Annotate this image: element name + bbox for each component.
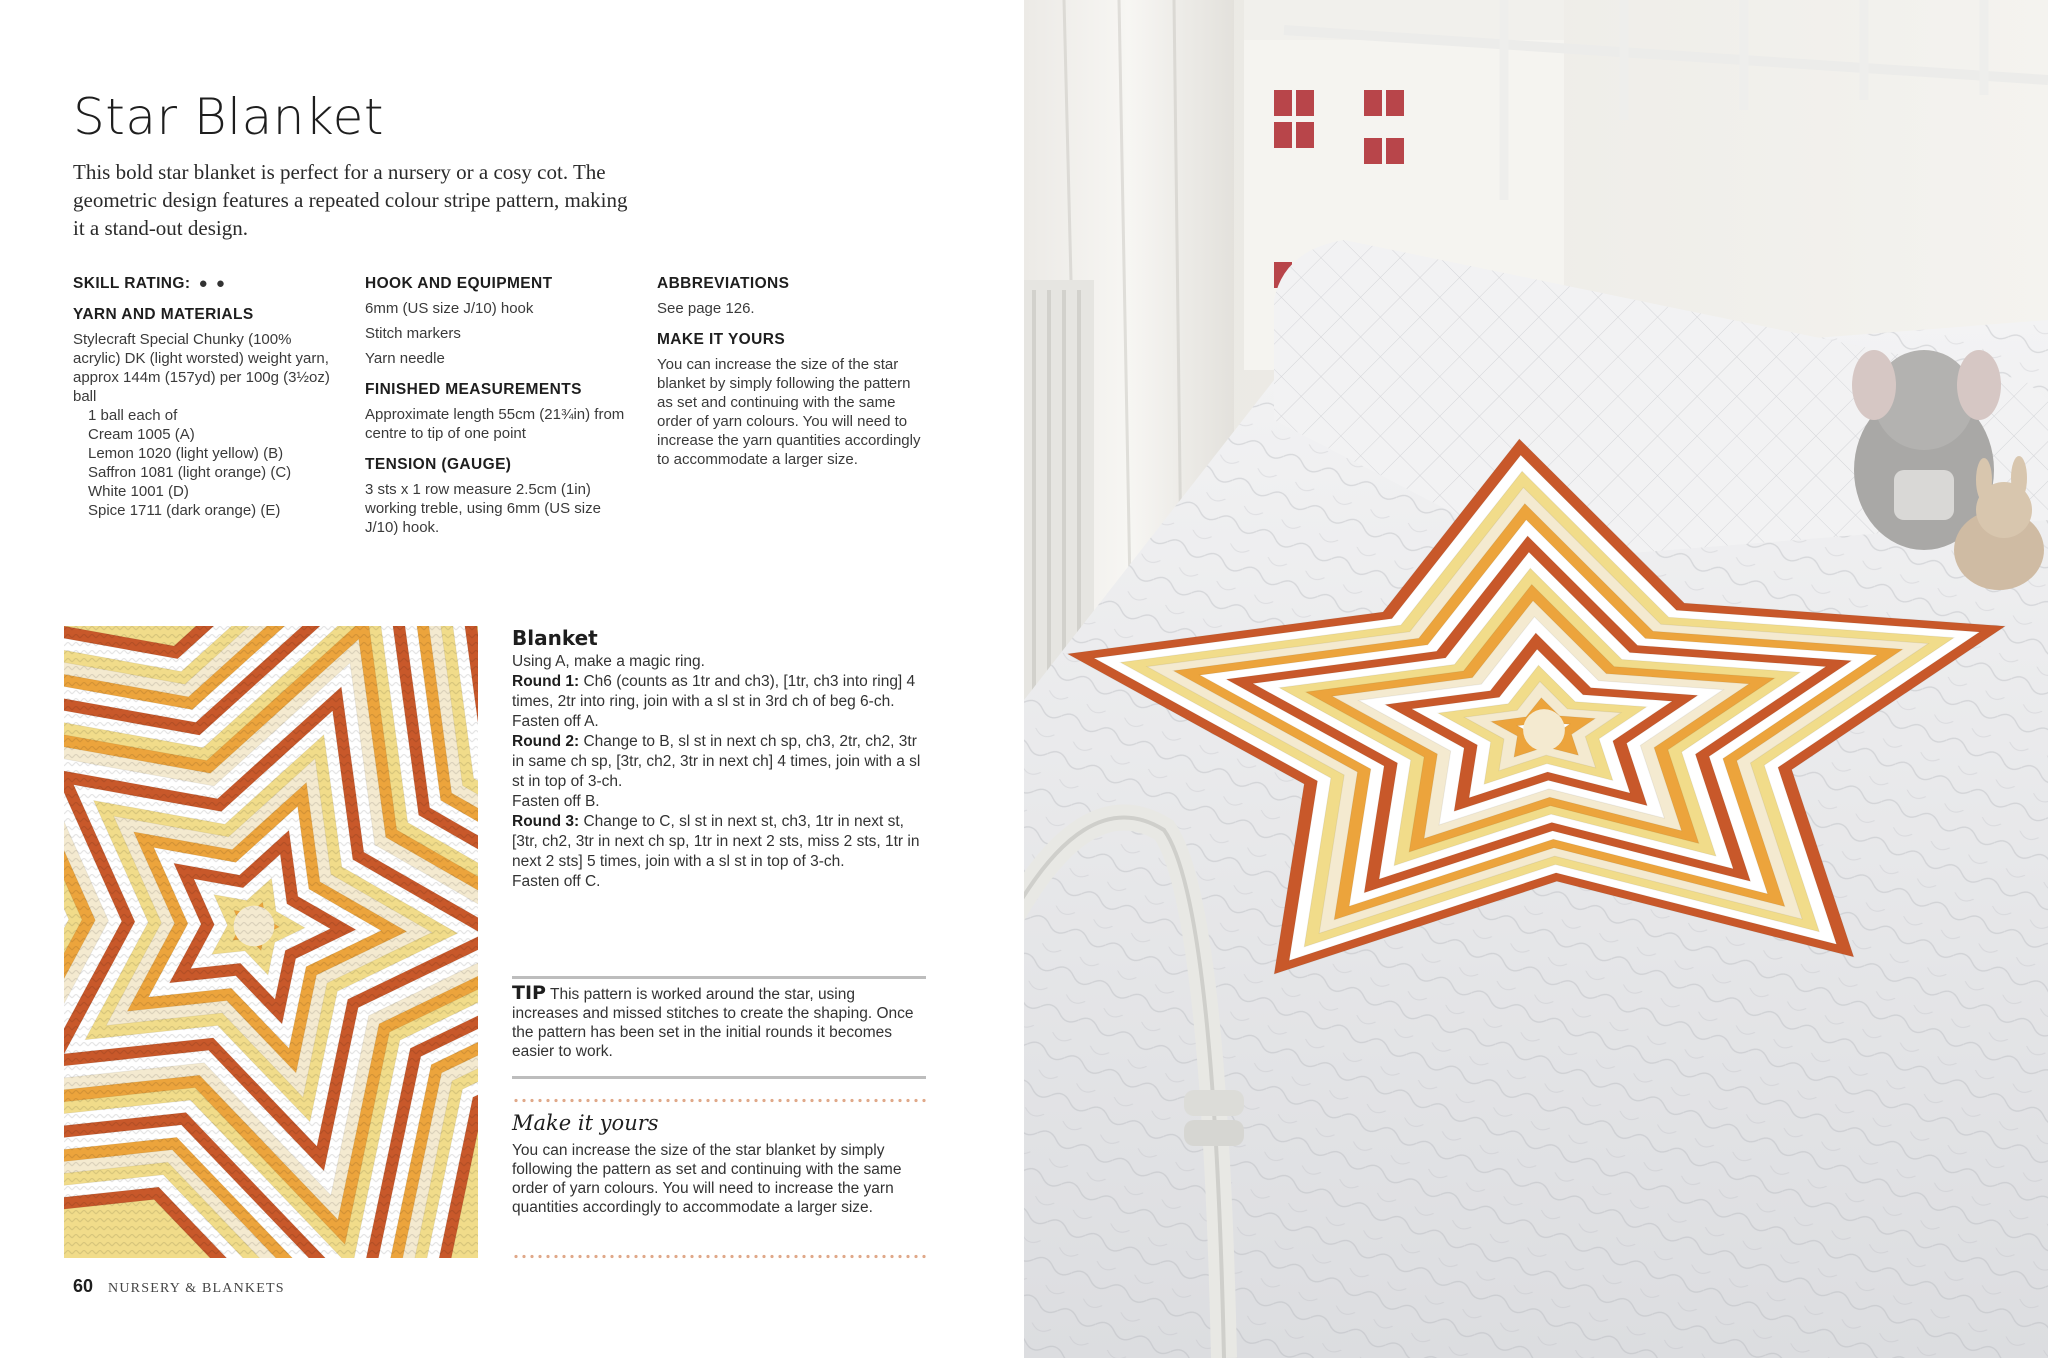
hook-item: 6mm (US size J/10) hook <box>365 300 534 317</box>
hook-heading: HOOK AND EQUIPMENT <box>365 275 553 292</box>
swatch-photo <box>64 626 478 1258</box>
tip-bottom-rule <box>512 1076 926 1079</box>
make-it-yours-heading: MAKE IT YOURS <box>657 331 786 348</box>
skill-rating <box>73 274 343 293</box>
yarn-item: Lemon 1020 (light yellow) (B) <box>88 445 284 462</box>
equipment-column <box>365 274 635 549</box>
pattern-instructions <box>512 628 932 892</box>
page-number: 60 <box>73 1276 94 1296</box>
star-center <box>1523 709 1565 751</box>
page-footer <box>73 1276 285 1297</box>
make-it-yours-text: You can increase the size of the star blanket by simply following the pattern as set and continuing with the same order of yarn colours. You will need to increase the yarn quantities accordingly to accommodate a larger size. <box>512 1142 902 1216</box>
pattern-line: Round 1: Ch6 (counts as 1tr and ch3), [1tr, ch3 into ring] 4 times, 2tr into ring, join with a sl st in 3rd ch of beg 6-ch. <box>512 673 916 710</box>
tension-heading: TENSION (GAUGE) <box>365 456 512 473</box>
pattern-line: Fasten off A. <box>512 713 599 730</box>
pattern-line: Fasten off B. <box>512 793 600 810</box>
make-it-yours-box <box>657 330 927 469</box>
tension <box>365 455 635 537</box>
finished-measurements <box>365 380 635 443</box>
bedroom-scene <box>1024 0 2048 1358</box>
hook-equipment <box>365 274 635 368</box>
tip-label: TIP <box>512 982 546 1004</box>
abbreviations <box>657 274 927 318</box>
page-title: Star Blanket <box>73 88 384 146</box>
tip-top-rule <box>512 976 926 979</box>
materials-column <box>73 274 343 532</box>
abbreviations-text: See page 126. <box>657 300 755 317</box>
pattern-line: Round 3: Change to C, sl st in next st, ch3, 1tr in next st, [3tr, ch2, 3tr in next ch sp, 1tr in next 2 sts, miss 2 sts, 1tr in next 2 sts] 5 times, join with a sl st in top of 3-ch. <box>512 813 920 870</box>
yarn-description: Stylecraft Special Chunky (100% acrylic) DK (light worsted) weight yarn, approx 144m (157yd) per 100g (3½oz) ball <box>73 331 330 405</box>
section-name: NURSERY & BLANKETS <box>108 1281 285 1296</box>
yarn-materials <box>73 305 343 520</box>
dotted-rule-bottom <box>512 1254 926 1259</box>
intro-paragraph: This bold star blanket is perfect for a nursery or a cosy cot. The geometric design features a repeated colour stripe pattern, making it a stand-out design. <box>73 160 628 240</box>
yarn-item: 1 ball each of <box>88 407 178 424</box>
yarn-item: Cream 1005 (A) <box>88 426 195 443</box>
abbreviations-heading: ABBREVIATIONS <box>657 275 790 292</box>
dotted-rule-top <box>512 1098 926 1103</box>
pattern-line: Using A, make a magic ring. <box>512 653 705 670</box>
yarn-item: Spice 1711 (dark orange) (E) <box>88 502 281 519</box>
yarn-item: Saffron 1081 (light orange) (C) <box>88 464 292 481</box>
hook-item: Stitch markers <box>365 325 461 342</box>
tip-box <box>512 984 922 1061</box>
yarn-item: White 1001 (D) <box>88 483 189 500</box>
measurements-text: Approximate length 55cm (21¾in) from centre to tip of one point <box>365 406 625 442</box>
swatch-star-illustration <box>64 626 478 1258</box>
pattern-line: Fasten off C. <box>512 873 601 890</box>
skill-rating-dots: ● ● <box>198 275 227 292</box>
bedroom-photo <box>1024 0 2048 1358</box>
make-it-yours-box-text: You can increase the size of the star blanket by simply following the pattern as set and continuing with the same order of yarn colours. You will need to increase the yarn quantities accordingly to accommodate a larger size. <box>657 356 921 468</box>
measurements-heading: FINISHED MEASUREMENTS <box>365 381 582 398</box>
hook-item: Yarn needle <box>365 350 445 367</box>
tip-text: This pattern is worked around the star, using increases and missed stitches to create the shaping. Once the pattern has been set in the initial rounds it becomes easier to work. <box>512 986 914 1060</box>
make-it-yours-title: Make it yours <box>512 1111 659 1135</box>
make-it-yours-section <box>512 1111 932 1217</box>
skill-rating-label: SKILL RATING: <box>73 275 191 292</box>
pattern-title: Blanket <box>512 626 598 650</box>
pattern-line: Round 2: Change to B, sl st in next ch sp, ch3, 2tr, ch2, 3tr in same ch sp, [3tr, ch2, 3tr in next ch] 4 times, join with a sl st in top of 3-ch. <box>512 733 921 790</box>
yarn-heading: YARN AND MATERIALS <box>73 306 254 323</box>
tension-text: 3 sts x 1 row measure 2.5cm (1in) working treble, using 6mm (US size J/10) hook. <box>365 481 601 536</box>
abbreviations-column <box>657 274 927 481</box>
